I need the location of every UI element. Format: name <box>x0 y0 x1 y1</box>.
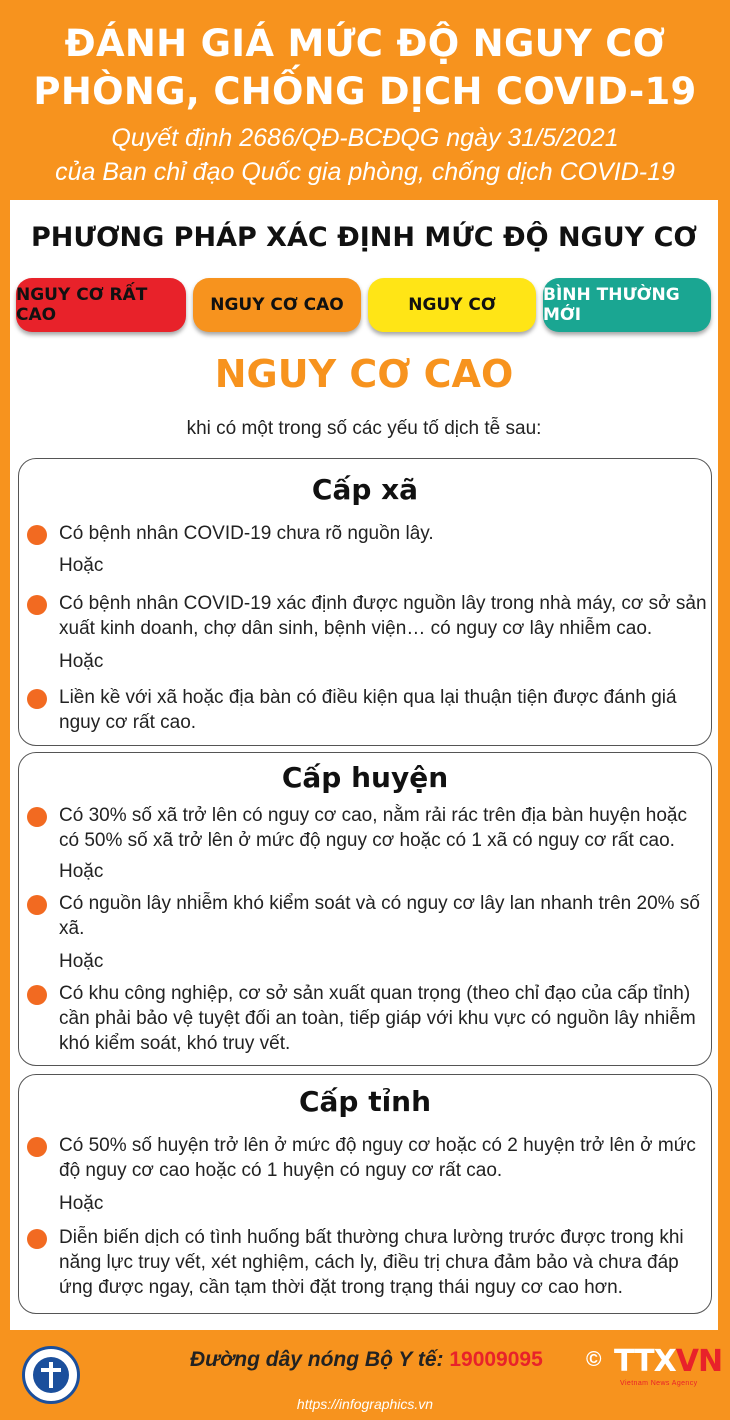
section-province <box>18 1074 712 1314</box>
footer <box>0 1330 730 1420</box>
section-title: Cấp tỉnh <box>298 1085 432 1118</box>
header <box>0 0 730 200</box>
bullet-icon <box>27 525 47 545</box>
title-line-1: ĐÁNH GIÁ MỨC ĐỘ NGUY CƠ <box>64 22 666 65</box>
subtitle-line-1: Quyết định 2686/QĐ-BCĐQG ngày 31/5/2021 <box>111 124 619 152</box>
list-item: Có bệnh nhân COVID-19 xác định được nguồn lây trong nhà máy, cơ sở sản xuất kinh doanh, chợ dân sinh, bệnh viện… có nguy cơ lây nhiễm cao. <box>59 591 709 641</box>
source-url[interactable]: https://infographics.vn <box>296 1396 434 1412</box>
hotline <box>190 1348 543 1372</box>
hotline-label: Đường dây nóng Bộ Y tế: <box>190 1348 444 1371</box>
section-title: Cấp huyện <box>281 761 449 794</box>
or-label: Hoặc <box>59 651 104 672</box>
level-very-high-badge: NGUY CƠ RẤT CAO <box>16 278 186 332</box>
list-item: Liền kề với xã hoặc địa bàn có điều kiện qua lại thuận tiện được đánh giá nguy cơ rất cao. <box>59 685 709 735</box>
ttxvn-logo: TTXVN <box>614 1344 723 1379</box>
content-panel <box>10 200 718 1330</box>
copyright-icon: © <box>586 1348 602 1371</box>
bullet-icon <box>27 689 47 709</box>
or-label: Hoặc <box>59 555 104 576</box>
level-high-badge: NGUY CƠ CAO <box>193 278 361 332</box>
or-label: Hoặc <box>59 861 104 882</box>
section-title: Cấp xã <box>311 473 419 506</box>
bullet-icon <box>27 985 47 1005</box>
bullet-icon <box>27 1137 47 1157</box>
hotline-number[interactable]: 19009095 <box>449 1348 543 1371</box>
list-item: Diễn biến dịch có tình huống bất thường chưa lường trước được trong khi năng lực truy vết, xét nghiệm, cách ly, điều trị chưa đảm bảo và chưa đáp ứng được ngay, cần tạm thời đặt trong trạng thái nguy cơ cao hơn. <box>59 1225 709 1300</box>
or-label: Hoặc <box>59 951 104 972</box>
level-heading: NGUY CƠ CAO <box>214 352 514 396</box>
caduceus-icon <box>33 1357 69 1393</box>
title-line-2: PHÒNG, CHỐNG DỊCH COVID-19 <box>33 70 697 113</box>
list-item: Có 30% số xã trở lên có nguy cơ cao, nằm rải rác trên địa bàn huyện hoặc có 50% số xã trở lên ở mức độ nguy cơ hoặc có 1 xã có nguy cơ rất cao. <box>59 803 709 853</box>
level-new-normal-badge: BÌNH THƯỜNG MỚI <box>543 278 711 332</box>
section-district <box>18 752 712 1066</box>
section-commune <box>18 458 712 746</box>
subtitle-line-2: của Ban chỉ đạo Quốc gia phòng, chống dịch COVID-19 <box>55 158 675 186</box>
intro-text: khi có một trong số các yếu tố dịch tễ sau: <box>186 418 542 439</box>
method-title: PHƯƠNG PHÁP XÁC ĐỊNH MỨC ĐỘ NGUY CƠ <box>31 222 697 253</box>
bullet-icon <box>27 895 47 915</box>
level-risk-badge: NGUY CƠ <box>368 278 536 332</box>
list-item: Có nguồn lây nhiễm khó kiểm soát và có nguy cơ lây lan nhanh trên 20% số xã. <box>59 891 709 941</box>
list-item: Có bệnh nhân COVID-19 chưa rõ nguồn lây. <box>59 521 709 546</box>
bullet-icon <box>27 595 47 615</box>
agency-subtitle: Vietnam News Agency <box>620 1380 698 1387</box>
list-item: Có 50% số huyện trở lên ở mức độ nguy cơ hoặc có 2 huyện trở lên ở mức độ nguy cơ cao hoặc có 1 huyện có nguy cơ rất cao. <box>59 1133 709 1183</box>
bullet-icon <box>27 1229 47 1249</box>
or-label: Hoặc <box>59 1193 104 1214</box>
list-item: Có khu công nghiệp, cơ sở sản xuất quan trọng (theo chỉ đạo của cấp tỉnh) cần phải bảo vệ tuyệt đối an toàn, tiếp giáp với khu vực có nguồn lây nhiễm khó kiểm soát, khó truy vết. <box>59 981 709 1056</box>
bullet-icon <box>27 807 47 827</box>
